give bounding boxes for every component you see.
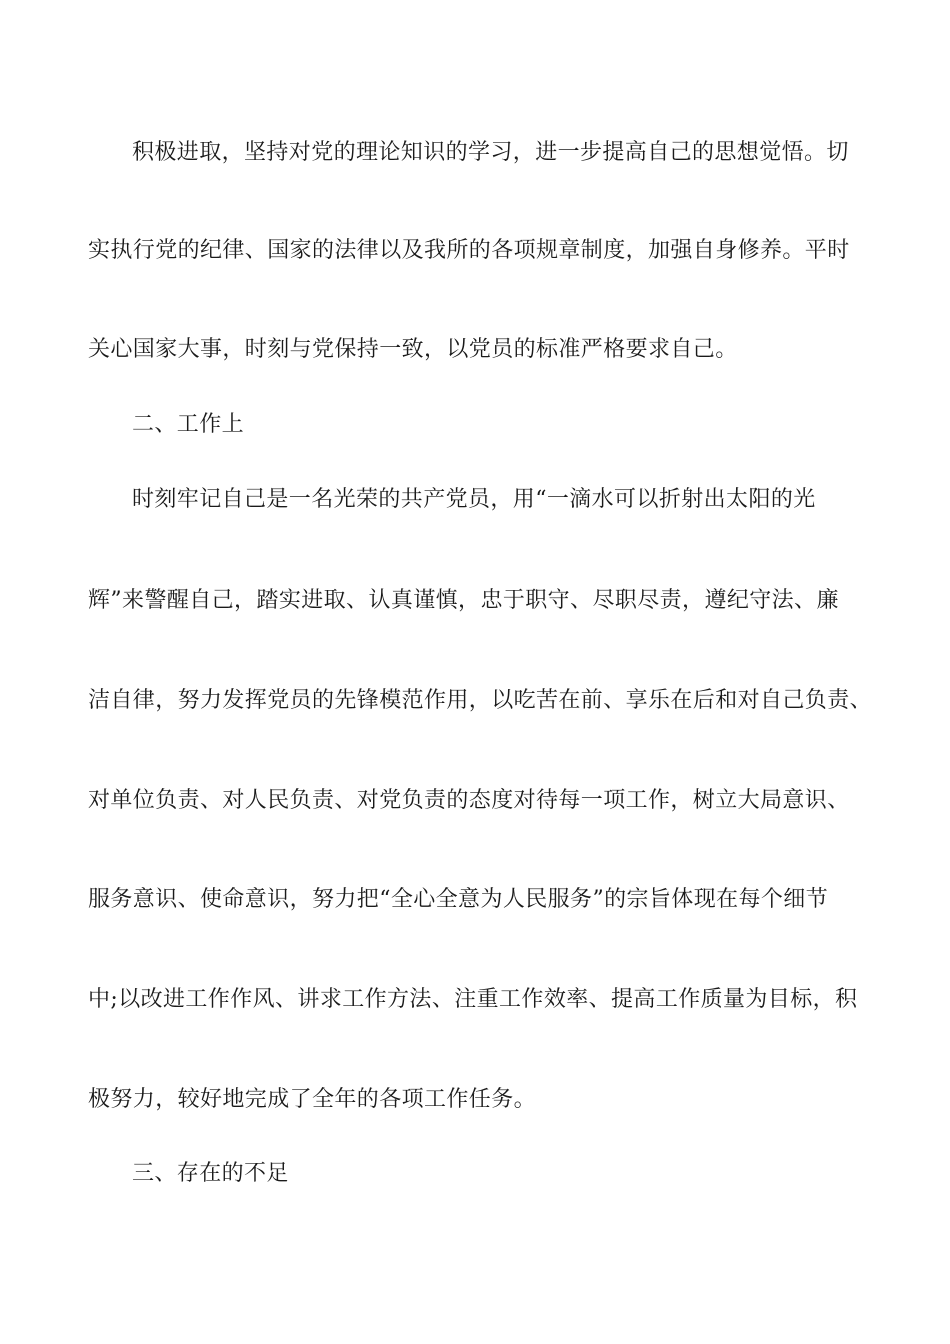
paragraph-line: 对单位负责、对人民负责、对党负责的态度对待每一项工作，树立大局意识、 [88,788,850,813]
paragraph-line: 积极进取，坚持对党的理论知识的学习，进一步提高自己的思想觉悟。切 [132,140,849,165]
paragraph-line: 时刻牢记自己是一名光荣的共产党员，用“一滴水可以折射出太阳的光 [132,487,816,512]
paragraph-line: 服务意识、使命意识，努力把“全心全意为人民服务”的宗旨体现在每个细节 [88,887,829,912]
section-heading: 二、工作上 [132,412,245,437]
paragraph-line: 实执行党的纪律、国家的法律以及我所的各项规章制度，加强自身修养。平时 [88,238,850,263]
paragraph-line: 辉”来警醒自己，踏实进取、认真谨慎，忠于职守、尽职尽责，遵纪守法、廉 [88,588,839,613]
paragraph-line: 洁自律，努力发挥党员的先锋模范作用，以吃苦在前、享乐在后和对自己负责、 [88,688,873,713]
paragraph-line: 中;以改进工作作风、讲求工作方法、注重工作效率、提高工作质量为目标，积 [88,987,858,1012]
paragraph-line: 极努力，较好地完成了全年的各项工作任务。 [88,1087,537,1112]
section-heading: 三、存在的不足 [132,1161,289,1186]
paragraph-line: 关心国家大事，时刻与党保持一致，以党员的标准严格要求自己。 [88,337,738,362]
